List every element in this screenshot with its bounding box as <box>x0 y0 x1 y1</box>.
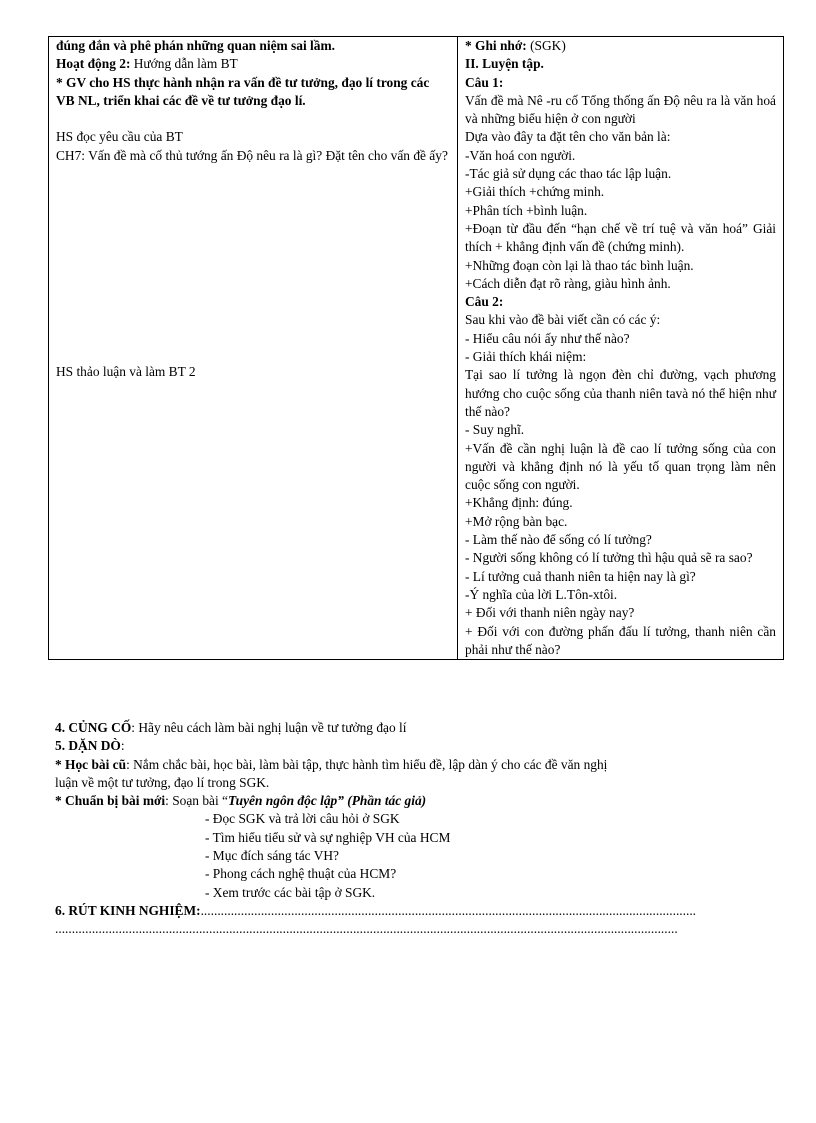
review-text-cont: luận về một tư tưởng, đạo lí trong SGK. <box>55 774 270 790</box>
section-5-colon: : <box>120 738 125 754</box>
content-line: Dựa vào đây ta đặt tên cho văn bản là: <box>465 129 671 145</box>
prepare-item: - Tìm hiểu tiểu sử và sự nghiệp VH của HCM <box>205 829 451 845</box>
content-line: +Vấn đề cần nghị luận là đề cao lí tưởng sống của con người và khẳng định nó là yếu tố quan trọng làm nên cuộc sống con người. <box>465 440 776 493</box>
content-line: + Đối với thanh niên ngày nay? <box>465 605 635 621</box>
section-4-consolidation <box>55 719 785 737</box>
spacer <box>56 165 450 363</box>
content-line: - Suy nghĩ. <box>465 422 525 438</box>
teacher-instruction: * GV cho HS thực hành nhận ra vấn đề tư tưởng, đạo lí trong các VB NL, triển khai các đề về tư tưởng đạo lí. <box>56 74 430 108</box>
dotted-line-2: .......................................................................................................................................................................................... <box>55 921 678 937</box>
content-line: Tại sao lí tưởng là ngọn đèn chỉ đường, vạch phương hướng cho cuộc sống của thanh niên tavà nó thể hiện như thế nào? <box>465 367 776 419</box>
remember-label: * Ghi nhớ: <box>465 38 527 53</box>
prepare-item: - Đọc SGK và trả lời câu hỏi ở SGK <box>205 811 400 827</box>
prepare-new-lesson <box>55 792 785 810</box>
content-line: - Hiểu câu nói ấy như thế nào? <box>465 330 630 346</box>
content-line: -Văn hoá con người. <box>465 147 576 163</box>
content-line: +Mở rộng bàn bạc. <box>465 513 568 529</box>
content-line: - Lí tưởng cuả thanh niên ta hiện nay là gì? <box>465 568 696 584</box>
content-line: +Khẳng định: đúng. <box>465 495 573 511</box>
content-line: Vấn đề mà Nê -ru cố Tổng thống ấn Độ nêu ra là văn hoá và những biểu hiện ở con người <box>465 92 776 127</box>
new-lesson-title: Tuyên ngôn độc lập” (Phần tác giả) <box>227 793 427 809</box>
activity-2-label: Hoạt động 2: <box>56 56 131 72</box>
dotted-line: .................................................................................................................................................... <box>200 902 697 918</box>
content-line: + Đối với con đường phấn đấu lí tưởng, thanh niên cần phải như thế nào? <box>465 623 776 657</box>
prepare-item: - Mục đích sáng tác VH? <box>205 848 339 864</box>
activity-2-heading <box>56 55 450 73</box>
content-line: -Tác giả sử dụng các thao tác lập luận. <box>465 166 672 182</box>
section-4-heading: 4. CỦNG CỐ <box>55 720 132 735</box>
section-5-homework <box>55 737 785 755</box>
question-2-label: Câu 2: <box>465 294 504 310</box>
student-read-task: HS đọc yêu cầu của BT <box>56 129 183 145</box>
content-line: +Đoạn từ đầu đến “hạn chế về trí tuệ và văn hoá” Giải thích + khẳng định vấn đề (chứng minh). <box>465 220 776 255</box>
content-line: - Người sống không có lí tưởng thì hậu quả sẽ ra sao? <box>465 550 753 566</box>
prepare-label: * Chuẩn bị bài mới <box>55 793 166 809</box>
section-6-experience <box>55 902 785 920</box>
content-line: +Phân tích +bình luận. <box>465 202 588 218</box>
lesson-table <box>48 36 784 660</box>
teacher-student-activity-column <box>49 37 458 660</box>
bullet-star: * <box>55 756 66 772</box>
post-table-section <box>55 719 785 939</box>
left-line-1: đúng đắn và phê phán những quan niệm sai lầm. <box>56 38 335 53</box>
section-4-text: : Hãy nêu cách làm bài nghị luận về tư tưởng đạo lí <box>131 720 407 735</box>
content-line: - Giải thích khái niệm: <box>465 349 587 365</box>
question-1-label: Câu 1: <box>465 74 504 90</box>
review-label: Học bài cũ <box>65 756 127 772</box>
prepare-item: - Xem trước các bài tập ở SGK. <box>205 884 376 900</box>
content-line: +Cách diễn đạt rõ ràng, giàu hình ảnh. <box>465 275 671 291</box>
content-line: Sau khi vào đề bài viết cần có các ý: <box>465 312 661 328</box>
content-column <box>458 37 784 660</box>
activity-2-text: Hướng dẫn làm BT <box>130 56 238 72</box>
remember-ref: (SGK) <box>526 38 566 53</box>
content-line: - Làm thế nào để sống có lí tưởng? <box>465 532 652 548</box>
prepare-item: - Phong cách nghệ thuật của HCM? <box>205 866 397 882</box>
content-line: +Giải thích +chứng minh. <box>465 184 605 200</box>
content-line: -Ý nghĩa của lời L.Tôn-xtôi. <box>465 586 618 602</box>
prepare-text: : Soạn bài “ <box>165 793 228 809</box>
review-old-lesson <box>55 756 785 774</box>
section-5-heading: 5. DẶN DÒ <box>55 738 121 754</box>
review-text: : Nắm chắc bài, học bài, làm bài tập, thực hành tìm hiểu đề, lập dàn ý cho các đề văn nghị <box>126 756 608 772</box>
student-discuss-task: HS thảo luận và làm BT 2 <box>56 364 196 380</box>
section-6-heading: 6. RÚT KINH NGHIỆM: <box>55 902 201 918</box>
question-ch7: CH7: Vấn đề mà cố thủ tướng ấn Độ nêu ra là gì? Đặt tên cho vấn đề ấy? <box>56 147 448 163</box>
practice-heading: II. Luyện tập. <box>465 56 544 72</box>
spacer <box>56 110 450 128</box>
remember-note <box>465 37 776 55</box>
content-line: +Những đoạn còn lại là thao tác bình luận. <box>465 257 694 273</box>
